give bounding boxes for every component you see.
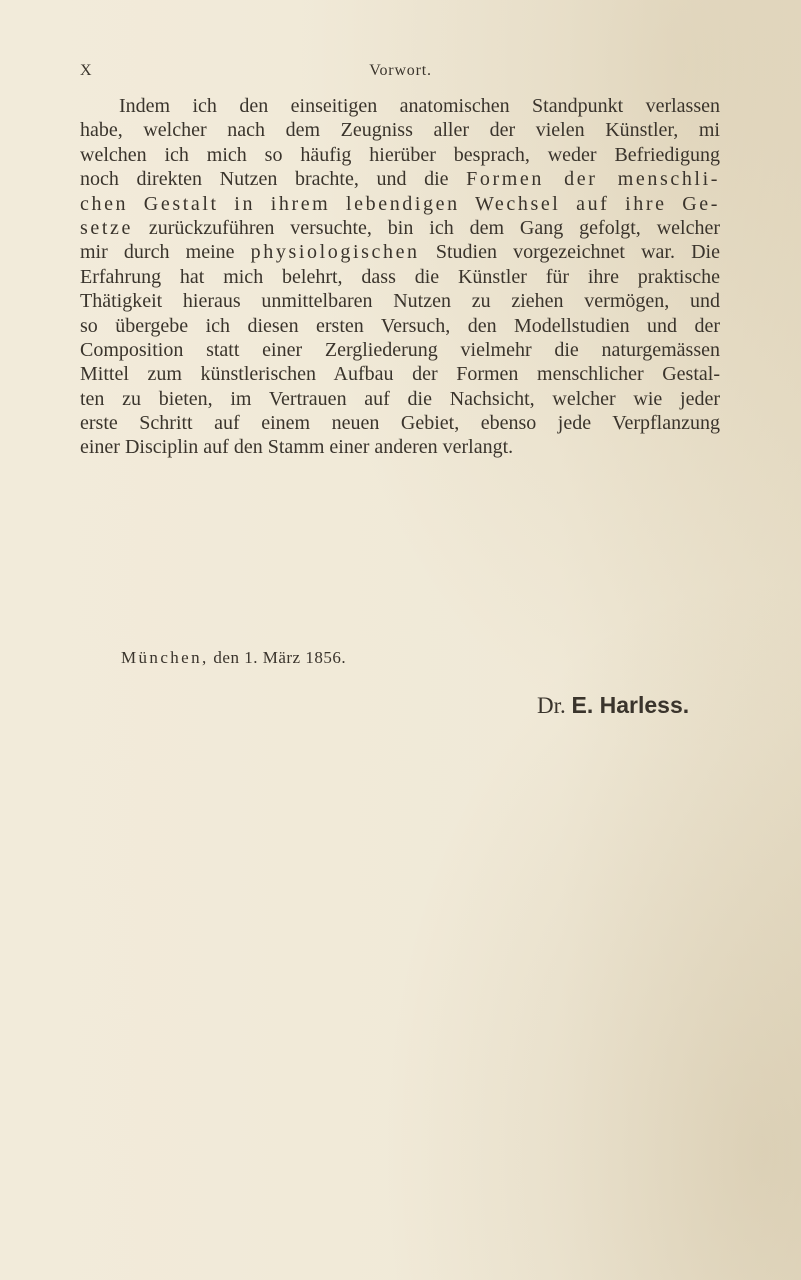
- author-signature: [537, 692, 689, 719]
- text-line: [80, 94, 720, 118]
- dateline: [121, 648, 346, 668]
- text-line: [80, 314, 720, 338]
- text-segment: Erfahrung hat mich belehrt, dass die Künstler für ihre praktische: [80, 265, 720, 288]
- text-line: [80, 118, 720, 142]
- text-segment: einer Disciplin auf den Stamm einer anderen verlangt.: [80, 436, 514, 459]
- text-line: [80, 240, 720, 264]
- text-line: [80, 192, 720, 216]
- text-segment: zurückzuführen versuchte, bin ich dem Gang gefolgt, welcher: [132, 216, 720, 239]
- text-line: [80, 265, 720, 289]
- spaced-emphasis-text: chen Gestalt in ihrem lebendigen Wechsel auf ihre Ge-: [80, 192, 720, 215]
- dateline-date: den 1. März 1856.: [213, 648, 347, 667]
- text-segment: welchen ich mich so häufig hierüber besprach, weder Befriedigung: [80, 143, 720, 166]
- page-number: X: [80, 62, 93, 79]
- dateline-place: München,: [121, 648, 209, 667]
- running-head: Vorwort.: [369, 62, 432, 79]
- preface-paragraph: [80, 94, 720, 460]
- signature-title: Dr.: [537, 693, 566, 718]
- text-line: [80, 143, 720, 167]
- text-segment: noch direkten Nutzen brachte, und die: [80, 168, 467, 191]
- text-line: [80, 338, 720, 362]
- signature-name: E. Harless.: [571, 692, 690, 718]
- text-line: [80, 362, 720, 386]
- spaced-emphasis-text: Formen der menschli-: [466, 168, 720, 191]
- text-segment: Studien vorgezeichnet war. Die: [419, 241, 720, 264]
- text-line: [80, 289, 720, 313]
- text-line: [80, 435, 720, 459]
- spaced-emphasis-text: setze: [80, 216, 133, 239]
- text-line: [80, 411, 720, 435]
- text-segment: habe, welcher nach dem Zeugniss aller der vielen Künstler, mi: [80, 119, 720, 142]
- text-segment: Indem ich den einseitigen anatomischen Standpunkt verlassen: [119, 95, 720, 117]
- spaced-emphasis-text: physiologischen: [250, 241, 420, 264]
- text-segment: mir durch meine: [80, 241, 251, 264]
- text-segment: erste Schritt auf einem neuen Gebiet, ebenso jede Verpflanzung: [80, 412, 720, 435]
- text-segment: Mittel zum künstlerischen Aufbau der Formen menschlicher Gestal-: [80, 363, 720, 386]
- text-segment: ten zu bieten, im Vertrauen auf die Nachsicht, welcher wie jeder: [80, 387, 720, 410]
- text-segment: Composition statt einer Zergliederung vielmehr die naturgemässen: [80, 338, 720, 361]
- text-line: [80, 216, 720, 240]
- text-segment: so übergebe ich diesen ersten Versuch, den Modellstudien und der: [80, 314, 720, 337]
- text-line: [80, 167, 720, 191]
- text-line: [80, 387, 720, 411]
- text-segment: Thätigkeit hieraus unmittelbaren Nutzen zu ziehen vermögen, und: [80, 290, 720, 313]
